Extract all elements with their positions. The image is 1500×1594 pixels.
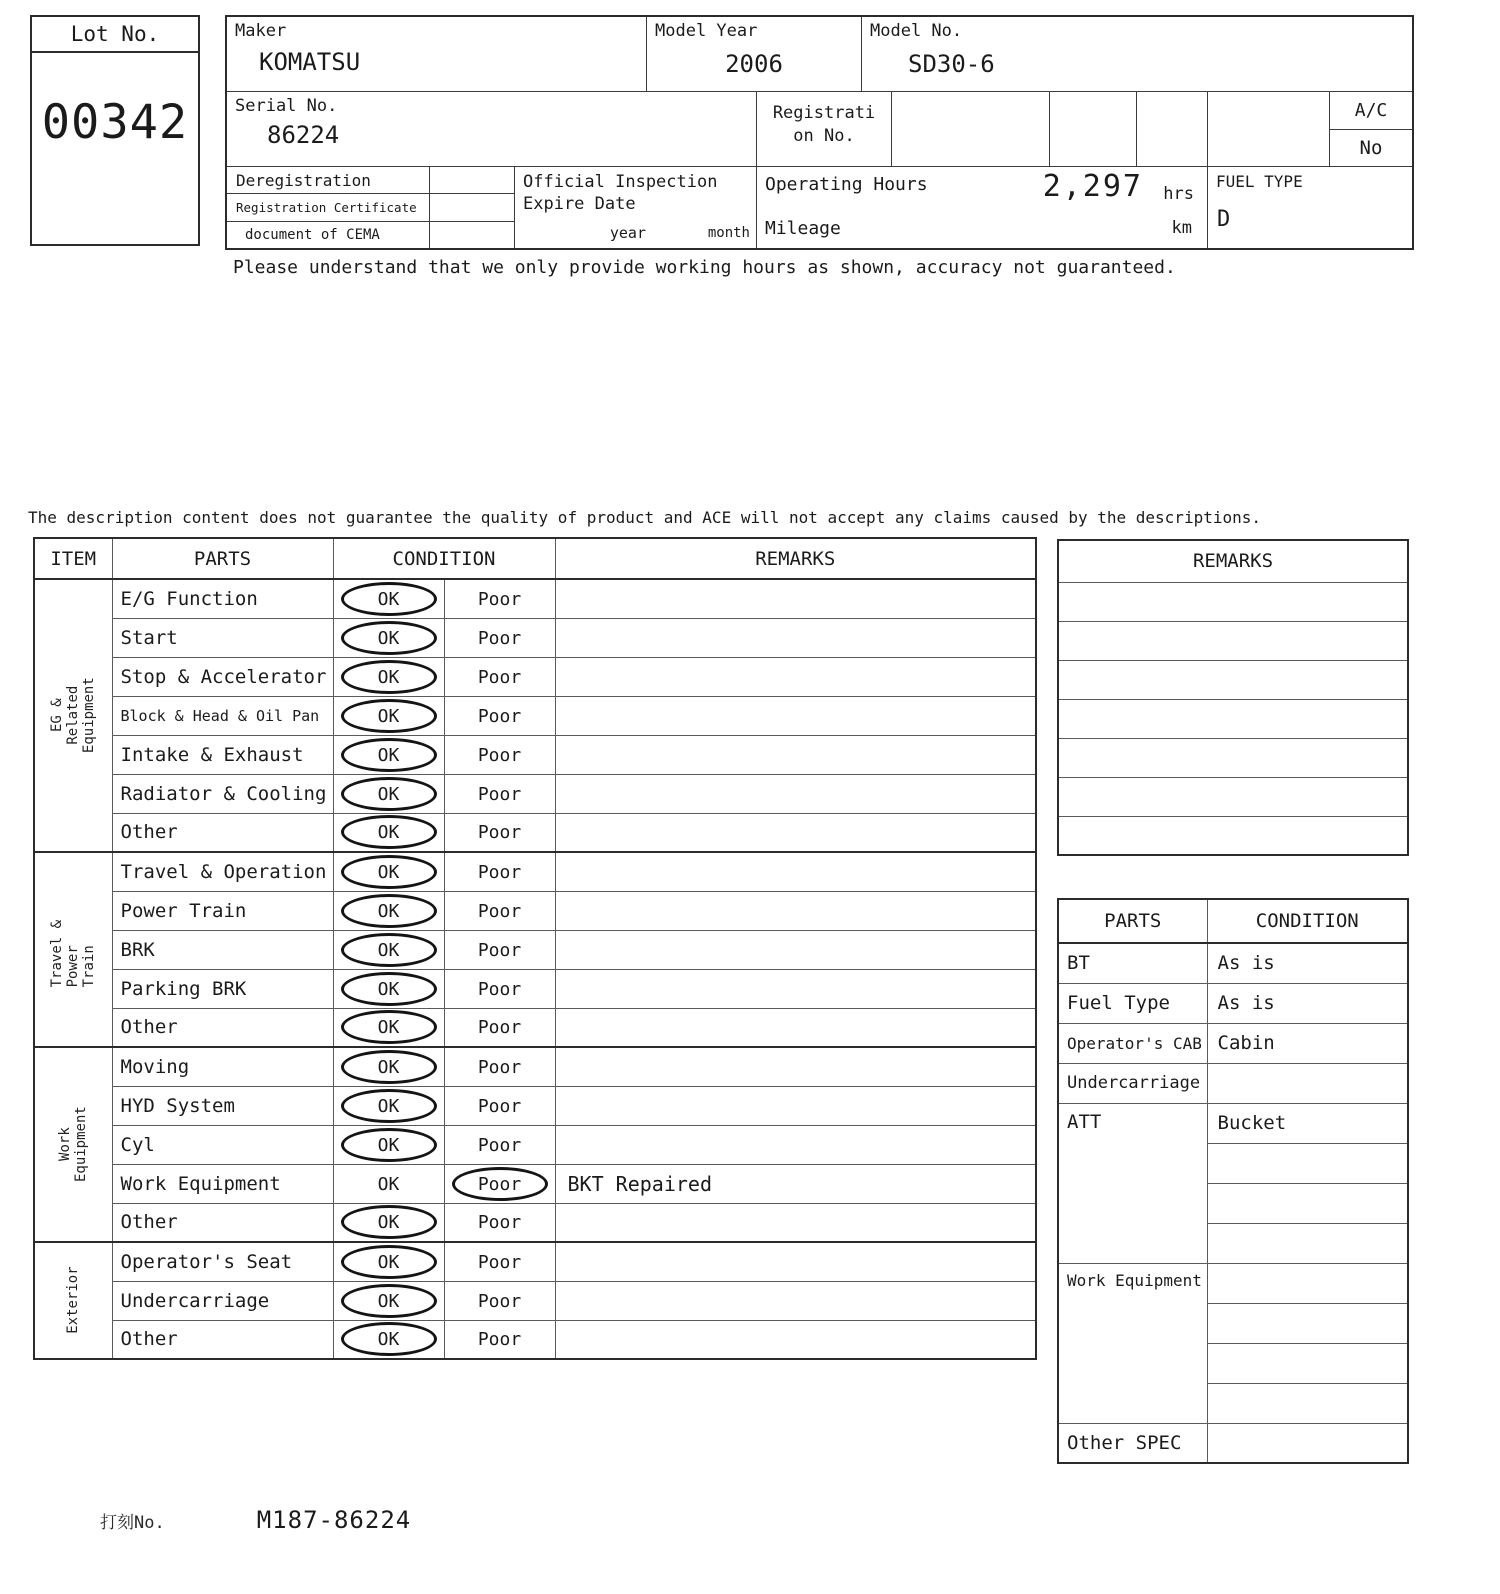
condition-poor-cell [444, 1320, 555, 1359]
spec-condition [1207, 1063, 1408, 1103]
condition-ok-cell [333, 969, 444, 1008]
machine-info-table [225, 15, 1414, 250]
remarks-row [1058, 660, 1408, 699]
stamp-no-label: 打刻No. [100, 1513, 165, 1533]
spec-row [1058, 1423, 1408, 1463]
registration-no-empty-cell [1137, 92, 1208, 166]
spec-condition [1207, 1343, 1408, 1383]
operating-hours-cell [757, 167, 1208, 248]
condition-ok-cell [333, 657, 444, 696]
condition-ellipse: Poor [477, 1056, 522, 1078]
remarks-row [1058, 816, 1408, 855]
condition-ok-cell [333, 1047, 444, 1086]
condition-ok-cell [333, 1203, 444, 1242]
remark-cell [555, 735, 1036, 774]
serial-label: Serial No. [235, 96, 338, 116]
part-name: Other [112, 1203, 333, 1242]
condition-ellipse: OK [341, 1245, 437, 1279]
condition-ellipse: Poor [477, 822, 522, 844]
part-name: Parking BRK [112, 969, 333, 1008]
condition-poor-cell [444, 1047, 555, 1086]
remark-cell [555, 852, 1036, 891]
year-label: year [609, 224, 646, 242]
condition-ellipse: OK [341, 1010, 437, 1044]
spec-col-condition: CONDITION [1207, 899, 1408, 943]
condition-ellipse: OK [341, 621, 437, 655]
remark-cell [555, 1047, 1036, 1086]
remark-cell [555, 1125, 1036, 1164]
registration-no-empty-cell [892, 92, 1050, 166]
lot-number: 00342 [41, 95, 189, 150]
model-year-value: 2006 [725, 50, 783, 79]
serial-cell [227, 92, 757, 166]
condition-poor-cell [444, 1164, 555, 1203]
spec-condition: As is [1207, 983, 1408, 1023]
condition-poor-cell [444, 813, 555, 852]
lot-box [30, 15, 200, 246]
condition-ellipse: Poor [477, 666, 522, 688]
condition-poor-cell [444, 1281, 555, 1320]
hours-disclaimer: Please understand that we only provide working hours as shown, accuracy not guaranteed. [233, 257, 1176, 278]
condition-ellipse: OK [341, 933, 437, 967]
registration-no-empty-cell [1050, 92, 1137, 166]
inspection-table-header [34, 538, 1036, 579]
condition-ellipse: Poor [477, 900, 522, 922]
condition-ok-cell [333, 891, 444, 930]
part-name: HYD System [112, 1086, 333, 1125]
table-row [34, 813, 1036, 852]
condition-ok-cell [333, 852, 444, 891]
spec-part: ATT [1058, 1103, 1207, 1263]
registration-certificate-value-cell [430, 194, 514, 220]
group-label-exterior: Exterior [34, 1242, 112, 1359]
fuel-type-cell [1208, 167, 1412, 248]
condition-poor-cell [444, 774, 555, 813]
condition-ok-cell [333, 1320, 444, 1359]
table-row [34, 657, 1036, 696]
condition-ellipse: Poor [477, 744, 522, 766]
registration-certificate-label: Registration Certificate [227, 194, 430, 220]
condition-poor-cell [444, 1242, 555, 1281]
remark-cell [555, 579, 1036, 618]
condition-poor-cell [444, 657, 555, 696]
part-name: Other [112, 1008, 333, 1047]
table-row [34, 1281, 1036, 1320]
model-no-label: Model No. [870, 21, 963, 41]
spec-condition [1207, 1383, 1408, 1423]
part-name: Other [112, 813, 333, 852]
condition-ellipse: Poor [477, 861, 522, 883]
inspection-expire-label: Official Inspection Expire Date [523, 172, 718, 215]
stamp-number-line [100, 1506, 411, 1534]
deregistration-value-cell [430, 167, 514, 193]
month-label: month [707, 225, 750, 241]
condition-ellipse: Poor [477, 1290, 522, 1312]
condition-ellipse: OK [341, 1322, 437, 1356]
group-label-eg-related-equipment: EG & Related Equipment [34, 579, 112, 852]
spec-part: Operator's CAB [1058, 1023, 1207, 1063]
remark-cell [555, 891, 1036, 930]
part-name: Other [112, 1320, 333, 1359]
table-row [34, 1086, 1036, 1125]
remark-cell [555, 618, 1036, 657]
condition-ellipse: OK [341, 1089, 437, 1123]
spec-part: Fuel Type [1058, 983, 1207, 1023]
lot-label: Lot No. [32, 17, 198, 53]
fuel-type-value: D [1217, 207, 1231, 232]
condition-ellipse: OK [341, 699, 437, 733]
table-row [34, 1008, 1036, 1047]
part-name: Intake & Exhaust [112, 735, 333, 774]
part-name: Radiator & Cooling [112, 774, 333, 813]
remarks-row [1058, 621, 1408, 660]
table-row [34, 1320, 1036, 1359]
spec-part: Work Equipment [1058, 1263, 1207, 1423]
table-row [34, 579, 1036, 618]
spec-condition [1207, 1143, 1408, 1183]
hours-unit: hrs [1163, 184, 1194, 204]
condition-poor-cell [444, 891, 555, 930]
condition-ellipse: Poor [477, 1134, 522, 1156]
spec-part: Undercarriage [1058, 1063, 1207, 1103]
remark-cell [555, 1242, 1036, 1281]
condition-ok-cell [333, 1086, 444, 1125]
table-row [34, 891, 1036, 930]
part-name: Travel & Operation [112, 852, 333, 891]
condition-poor-cell [444, 1203, 555, 1242]
model-year-cell [647, 17, 862, 91]
registration-no-cell [757, 92, 892, 166]
registration-no-empty-cell [1208, 92, 1330, 166]
fuel-type-label: FUEL TYPE [1216, 172, 1303, 191]
remarks-row [1058, 699, 1408, 738]
condition-poor-cell [444, 618, 555, 657]
part-name: Stop & Accelerator [112, 657, 333, 696]
condition-ok-cell [333, 1125, 444, 1164]
part-name: Power Train [112, 891, 333, 930]
spec-condition [1207, 1223, 1408, 1263]
inspection-table [33, 537, 1037, 1360]
condition-ellipse: OK [341, 660, 437, 694]
spec-row [1058, 943, 1408, 983]
condition-ellipse: Poor [477, 1212, 522, 1234]
deregistration-label: Deregistration [227, 167, 430, 193]
condition-ellipse: Poor [477, 1329, 522, 1351]
spec-table-header [1058, 899, 1408, 943]
condition-poor-cell [444, 852, 555, 891]
condition-poor-cell [444, 1086, 555, 1125]
condition-poor-cell [444, 930, 555, 969]
ac-label: A/C [1330, 92, 1412, 130]
remark-cell [555, 969, 1036, 1008]
spec-condition [1207, 1263, 1408, 1303]
condition-ellipse: Poor [477, 939, 522, 961]
condition-ellipse: Poor [477, 978, 522, 1000]
cema-document-value-cell [430, 222, 514, 248]
remark-cell [555, 1281, 1036, 1320]
col-header-remarks: REMARKS [555, 538, 1036, 579]
table-row [34, 696, 1036, 735]
table-row [34, 1164, 1036, 1203]
condition-ellipse: OK [341, 1128, 437, 1162]
condition-ok-cell [333, 618, 444, 657]
spec-condition: Cabin [1207, 1023, 1408, 1063]
operating-hours-value: 2,297 [1042, 169, 1143, 204]
remarks-table-header [1058, 540, 1408, 582]
group-label-work-equipment: Work Equipment [34, 1047, 112, 1242]
table-row [34, 852, 1036, 891]
condition-ellipse: OK [377, 1173, 400, 1195]
col-header-parts: PARTS [112, 538, 333, 579]
table-row [34, 1242, 1036, 1281]
model-year-label: Model Year [655, 21, 758, 41]
table-row [34, 930, 1036, 969]
table-row [34, 969, 1036, 1008]
spec-table [1057, 898, 1409, 1464]
ac-value: No [1359, 136, 1383, 159]
condition-ellipse: Poor [477, 588, 522, 610]
spec-row [1058, 1023, 1408, 1063]
remark-cell [555, 930, 1036, 969]
spec-row [1058, 983, 1408, 1023]
table-row [34, 618, 1036, 657]
condition-ellipse: Poor [477, 627, 522, 649]
part-name: Work Equipment [112, 1164, 333, 1203]
remarks-row [1058, 582, 1408, 621]
part-name: Start [112, 618, 333, 657]
condition-ellipse: OK [341, 738, 437, 772]
condition-poor-cell [444, 579, 555, 618]
condition-ellipse: Poor [477, 705, 522, 727]
remark-cell [555, 696, 1036, 735]
spec-condition: As is [1207, 943, 1408, 983]
condition-ellipse: OK [341, 815, 437, 849]
maker-value: KOMATSU [259, 48, 361, 77]
stamp-no-value: M187-86224 [256, 1506, 412, 1534]
condition-ellipse: OK [341, 1205, 437, 1239]
condition-ok-cell [333, 774, 444, 813]
remark-cell: BKT Repaired [555, 1164, 1036, 1203]
spec-row [1058, 1103, 1408, 1143]
condition-ok-cell [333, 1008, 444, 1047]
condition-ellipse: OK [341, 582, 437, 616]
model-no-value: SD30-6 [908, 50, 995, 79]
part-name: Undercarriage [112, 1281, 333, 1320]
spec-col-parts: PARTS [1058, 899, 1207, 943]
condition-poor-cell [444, 1125, 555, 1164]
condition-ellipse: Poor [477, 1095, 522, 1117]
part-name: BRK [112, 930, 333, 969]
maker-label: Maker [235, 21, 287, 41]
condition-poor-cell [444, 969, 555, 1008]
table-row [34, 735, 1036, 774]
condition-ellipse: OK [341, 1050, 437, 1084]
condition-ok-cell [333, 930, 444, 969]
condition-ellipse: Poor [477, 1017, 522, 1039]
part-name: Cyl [112, 1125, 333, 1164]
condition-ellipse: Poor [477, 783, 522, 805]
remarks-table [1057, 539, 1409, 856]
remark-cell [555, 657, 1036, 696]
condition-poor-cell [444, 1008, 555, 1047]
condition-ok-cell [333, 696, 444, 735]
inspection-expire-cell [515, 167, 757, 248]
col-header-item: ITEM [34, 538, 112, 579]
condition-ellipse: Poor [477, 1251, 522, 1273]
remarks-header-label: REMARKS [1058, 540, 1408, 582]
spec-condition: Bucket [1207, 1103, 1408, 1143]
part-name: E/G Function [112, 579, 333, 618]
condition-ok-cell [333, 579, 444, 618]
remarks-row [1058, 738, 1408, 777]
condition-ellipse: OK [341, 777, 437, 811]
table-row [34, 1125, 1036, 1164]
ac-cell [1330, 92, 1412, 166]
spec-condition [1207, 1303, 1408, 1343]
part-name: Moving [112, 1047, 333, 1086]
maker-cell [227, 17, 647, 91]
condition-ok-cell [333, 735, 444, 774]
table-row [34, 1047, 1036, 1086]
condition-ok-cell [333, 1281, 444, 1320]
remark-cell [555, 774, 1036, 813]
serial-value: 86224 [267, 121, 340, 150]
condition-ellipse: Poor [452, 1167, 548, 1201]
cema-document-label: document of CEMA [227, 222, 430, 248]
part-name: Operator's Seat [112, 1242, 333, 1281]
condition-ok-cell [333, 1164, 444, 1203]
spec-part: BT [1058, 943, 1207, 983]
remarks-row [1058, 777, 1408, 816]
mileage-label: Mileage [765, 218, 841, 239]
col-header-condition: CONDITION [333, 538, 555, 579]
documents-cell [227, 167, 515, 248]
condition-ok-cell [333, 1242, 444, 1281]
condition-ellipse: OK [341, 1284, 437, 1318]
remark-cell [555, 1320, 1036, 1359]
spec-condition [1207, 1423, 1408, 1463]
condition-ellipse: OK [341, 855, 437, 889]
group-label-travel-power-train: Travel & Power Train [34, 852, 112, 1047]
model-no-cell [862, 17, 1412, 91]
condition-ellipse: OK [341, 972, 437, 1006]
table-row [34, 1203, 1036, 1242]
remark-cell [555, 1203, 1036, 1242]
spec-row [1058, 1263, 1408, 1303]
spec-row [1058, 1063, 1408, 1103]
condition-poor-cell [444, 735, 555, 774]
registration-no-label: Registration No. [772, 103, 876, 146]
remark-cell [555, 1008, 1036, 1047]
remark-cell [555, 1086, 1036, 1125]
condition-ok-cell [333, 813, 444, 852]
mileage-unit: km [1171, 218, 1192, 238]
table-row [34, 774, 1036, 813]
condition-ellipse: OK [341, 894, 437, 928]
spec-condition [1207, 1183, 1408, 1223]
operating-hours-label: Operating Hours [765, 174, 928, 195]
condition-poor-cell [444, 696, 555, 735]
description-disclaimer: The description content does not guarantee the quality of product and ACE will not accept any claims caused by the descriptions. [28, 508, 1261, 527]
spec-part: Other SPEC [1058, 1423, 1207, 1463]
part-name: Block & Head & Oil Pan [112, 696, 333, 735]
remark-cell [555, 813, 1036, 852]
